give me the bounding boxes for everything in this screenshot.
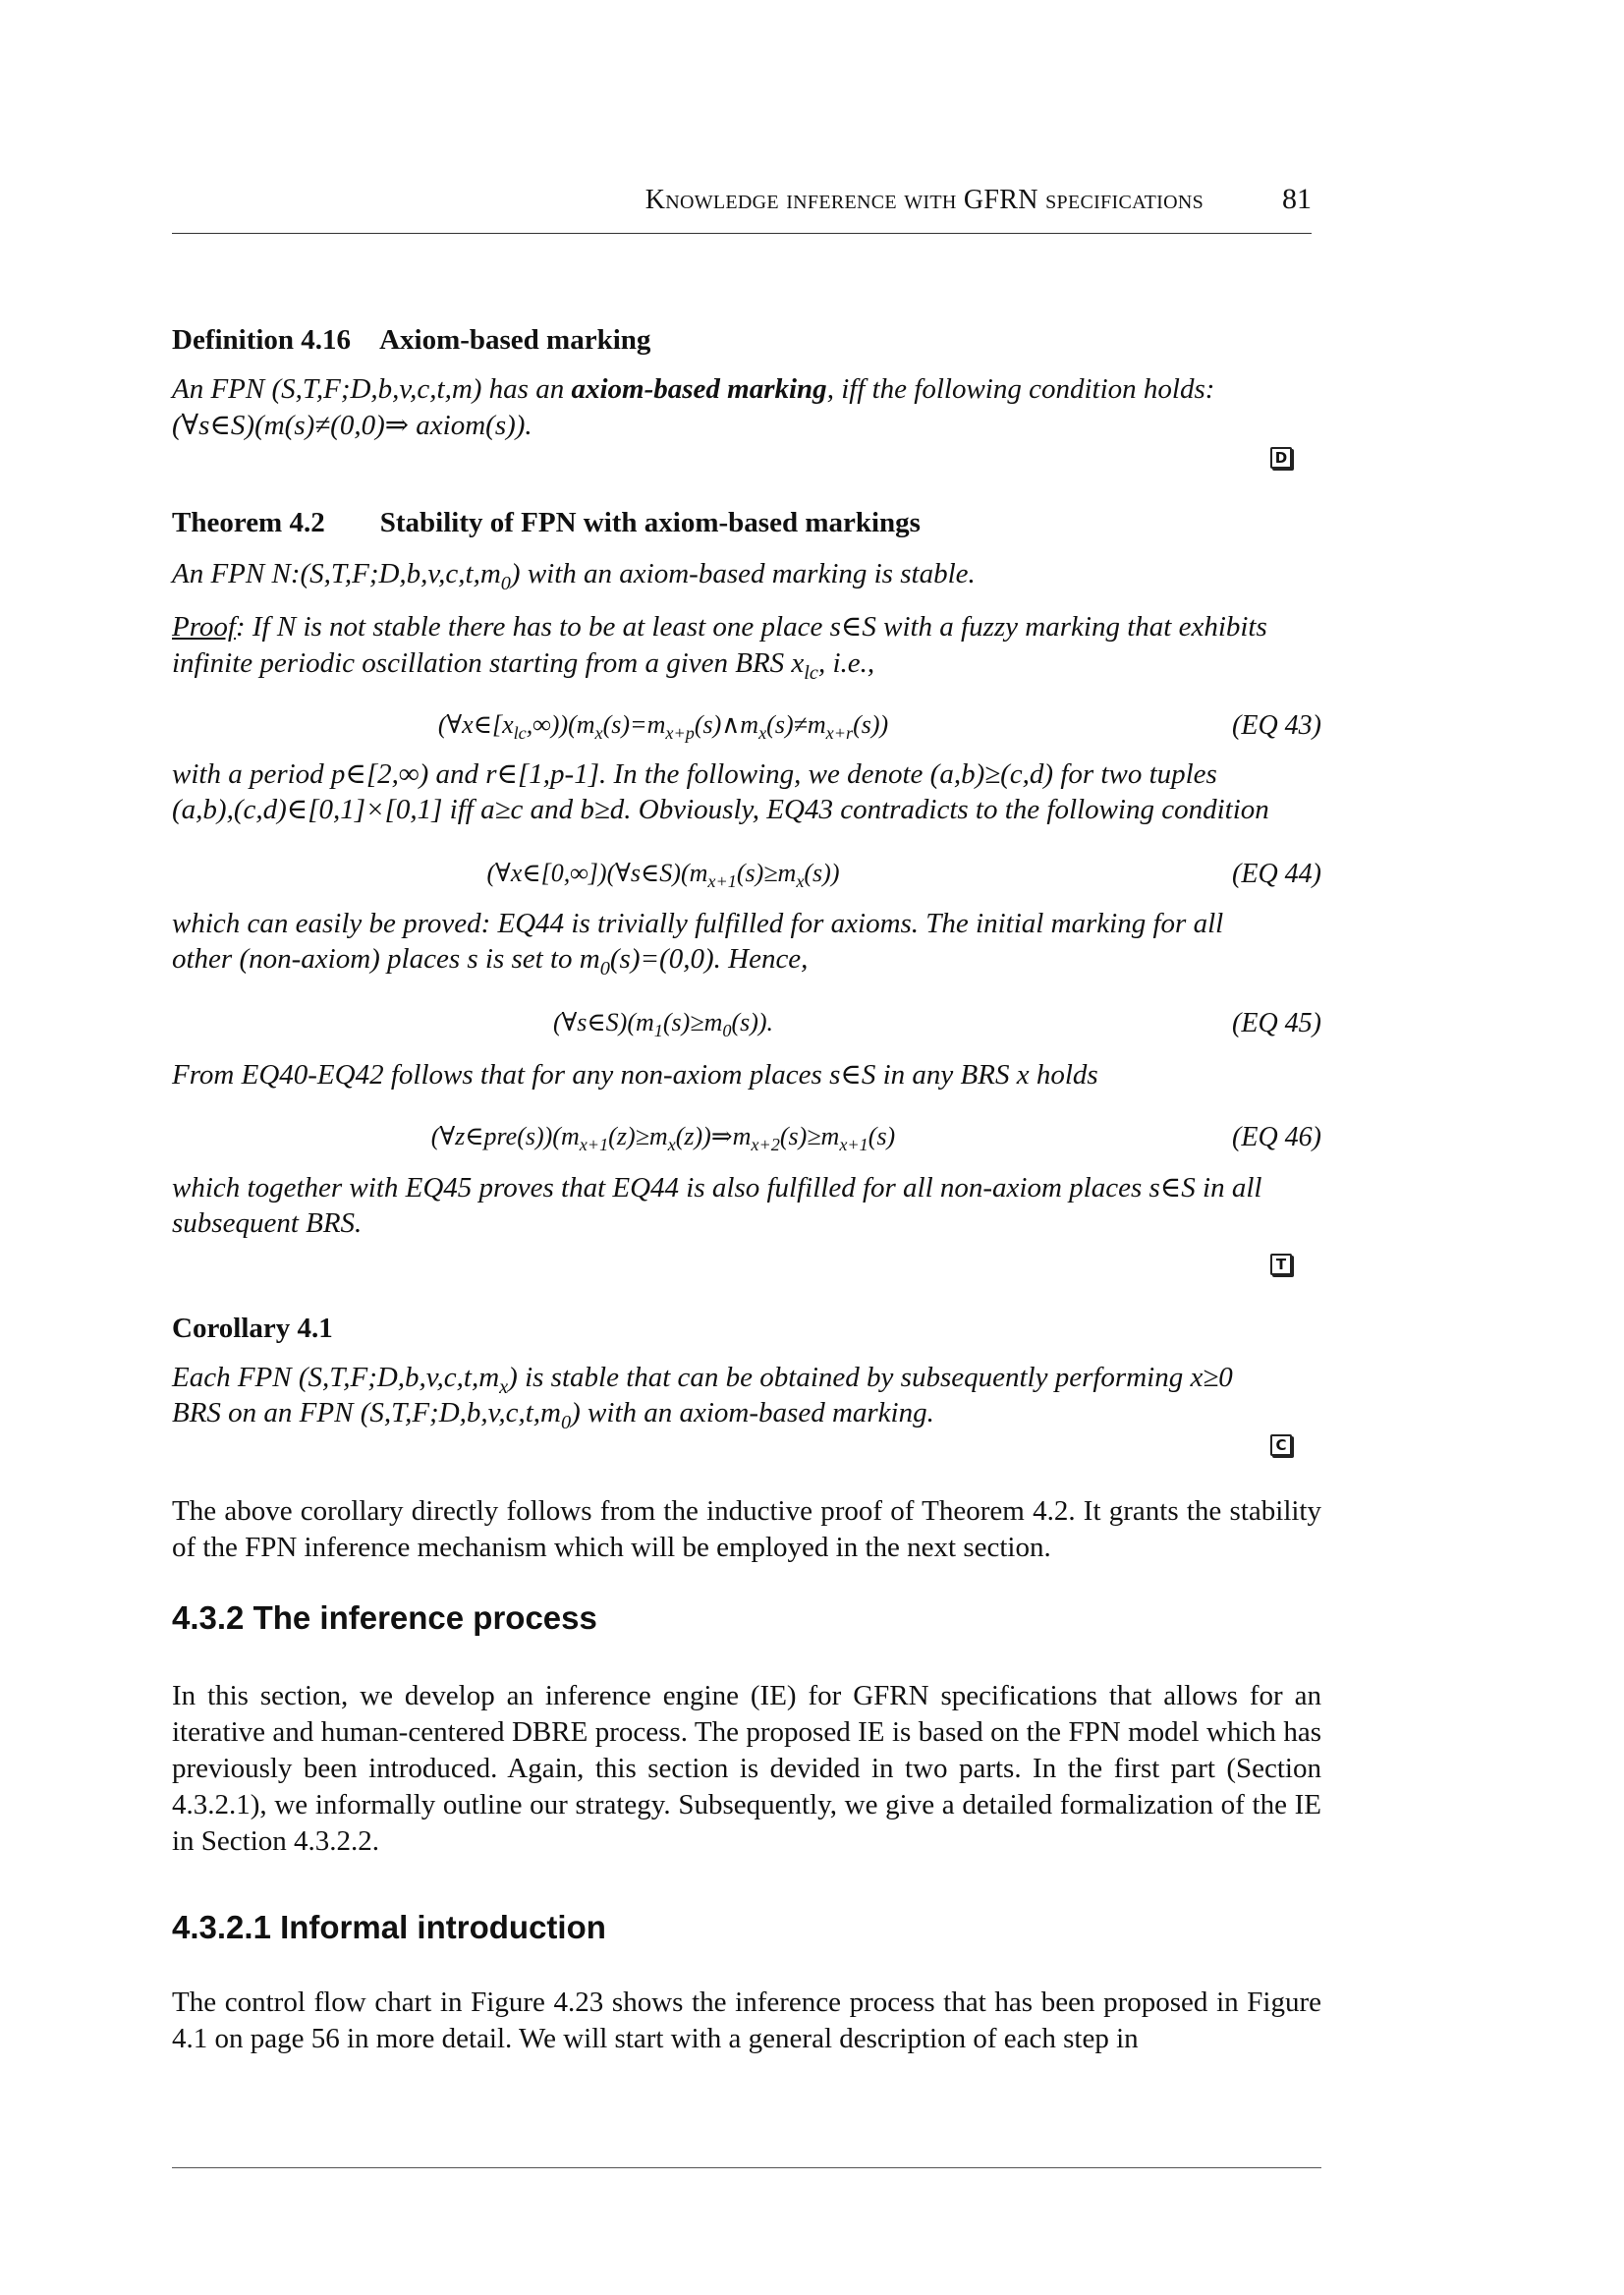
definition-heading xyxy=(172,324,650,357)
equation-45 xyxy=(172,1008,1321,1047)
page xyxy=(172,0,1321,2295)
theorem-heading xyxy=(172,507,921,539)
theorem-statement-part: An FPN N:(S,T,F;D,b,v,c,t,m xyxy=(172,558,501,589)
definition-term: axiom-based marking xyxy=(571,373,827,405)
proof-label: Proof xyxy=(172,611,236,643)
corollary-text: ) with an axiom-based marking. xyxy=(571,1397,934,1428)
page-number: 81 xyxy=(1282,183,1312,215)
definition-title: Axiom-based marking xyxy=(379,324,651,356)
equation-46-expression: $(\forall z\in pre(s))(m_{x+1}(z)\ge m_x(z))\Rightarrow m_{x+2}(s)\ge m_{x+1}(s)$ xyxy=(430,1122,896,1155)
definition-end-marker: D xyxy=(1270,447,1292,469)
subsection-heading: 4.3.2.1 Informal introduction xyxy=(172,1909,606,1945)
theorem-statement xyxy=(172,556,1321,602)
proof-after-44-line2 xyxy=(172,941,1321,987)
paragraph-informal-introduction: The control flow chart in Figure 4.23 shows the inference process that has been proposed in Figure 4.1 on page 56 in more detail. We will start with a general description of each step in xyxy=(172,1987,1321,2054)
equation-46 xyxy=(172,1122,1321,1161)
corollary-text: ) is stable that can be obtained by subsequently performing x≥0 xyxy=(508,1362,1233,1393)
theorem-title: Stability of FPN with axiom-based markings xyxy=(379,507,921,538)
equation-43-label: (EQ 43) xyxy=(1232,710,1321,741)
corollary-line-2 xyxy=(172,1395,1321,1441)
theorem-statement-part: ) with an axiom-based marking is stable. xyxy=(510,558,976,589)
theorem-statement-sub: 0 xyxy=(500,572,511,594)
proof-sub: lc xyxy=(804,661,818,684)
corollary-end-marker: C xyxy=(1270,1434,1292,1456)
corollary-sub: 0 xyxy=(561,1411,572,1433)
corollary-heading: Corollary 4.1 xyxy=(172,1313,333,1344)
proof-sub: 0 xyxy=(599,957,610,980)
proof-text: : If N is not stable there has to be at least one place s∈S with a fuzzy marking that exhibits xyxy=(235,611,1267,643)
paragraph-inference-process: In this section, we develop an inference engine (IE) for GFRN specifications that allows for an iterative and human-centered DBRE process. The proposed IE is based on the FPN model which has previously been introduced. Again, this section is devided in two parts. In the first part (Section 4.3.2.1), we informally outline our strategy. Subsequently, we give a detailed formalization of the IE in Section 4.3.2.2. xyxy=(172,1680,1321,1857)
definition-text xyxy=(172,371,1321,408)
proof-text: , i.e., xyxy=(817,647,875,679)
theorem-label: Theorem 4.2 xyxy=(172,507,325,538)
corollary-sub: x xyxy=(499,1375,509,1398)
proof-text: other (non-axiom) places s is set to m xyxy=(172,943,600,975)
proof-text: infinite periodic oscillation starting from a given BRS x xyxy=(172,647,805,679)
equation-45-expression: $(\forall s\in S)(m_1(s)\ge m_0(s))$. xyxy=(552,1008,774,1041)
proof-after-45: From EQ40-EQ42 follows that for any non-axiom places s∈S in any BRS x holds xyxy=(172,1059,1098,1091)
proof-line-2 xyxy=(172,645,1321,692)
equation-46-label: (EQ 46) xyxy=(1232,1122,1321,1152)
proof-after-46-line2: subsequent BRS. xyxy=(172,1207,363,1239)
equation-44-expression: $(\forall x\in[0,\infty])(\forall s\in S)(m_{x+1}(s)\ge m_x(s))$ xyxy=(486,859,840,892)
running-title: Knowledge inference with GFRN specifications xyxy=(644,185,1204,215)
proof-after-43-line1: with a period p∈[2,∞) and r∈[1,p-1]. In the following, we denote (a,b)≥(c,d) for two tuples xyxy=(172,758,1217,790)
paragraph-corollary-discussion: The above corollary directly follows from the inductive proof of Theorem 4.2. It grants the stability of the FPN inference mechanism which will be employed in the next section. xyxy=(172,1495,1321,1563)
equation-43 xyxy=(172,710,1321,750)
equation-44-label: (EQ 44) xyxy=(1232,859,1321,889)
equation-43-expression: $(\forall x\in[x_{lc},\infty))(m_x(s)=m_{x+p}(s)\wedge m_x(s)\ne m_{x+r}(s))$ xyxy=(437,710,889,744)
definition-formula: (∀s∈S)(m(s)≠(0,0)⇒ axiom(s)). xyxy=(172,410,532,441)
proof-text: (s)=(0,0). Hence, xyxy=(609,943,809,975)
proof-after-44-line1: which can easily be proved: EQ44 is trivially fulfilled for axioms. The initial marking for all xyxy=(172,908,1224,939)
corollary-text: Each FPN (S,T,F;D,b,v,c,t,m xyxy=(172,1362,500,1393)
proof-line-1 xyxy=(172,609,1321,645)
definition-text-part: An FPN (S,T,F;D,b,v,c,t,m) has an xyxy=(172,373,572,405)
corollary-text: BRS on an FPN (S,T,F;D,b,v,c,t,m xyxy=(172,1397,561,1428)
equation-44 xyxy=(172,859,1321,898)
equation-45-label: (EQ 45) xyxy=(1232,1008,1321,1038)
definition-label: Definition 4.16 xyxy=(172,324,352,356)
header-rule xyxy=(172,233,1312,234)
proof-after-46-line1: which together with EQ45 proves that EQ44 is also fulfilled for all non-axiom places s∈S in all xyxy=(172,1172,1262,1203)
definition-text-part: , iff the following condition holds: xyxy=(826,373,1215,405)
proof-after-43-line2: (a,b),(c,d)∈[0,1]×[0,1] iff a≥c and b≥d. Obviously, EQ43 contradicts to the following condition xyxy=(172,794,1269,825)
section-heading: 4.3.2 The inference process xyxy=(172,1599,597,1636)
theorem-end-marker: T xyxy=(1270,1254,1292,1275)
footer-rule xyxy=(172,2167,1321,2168)
